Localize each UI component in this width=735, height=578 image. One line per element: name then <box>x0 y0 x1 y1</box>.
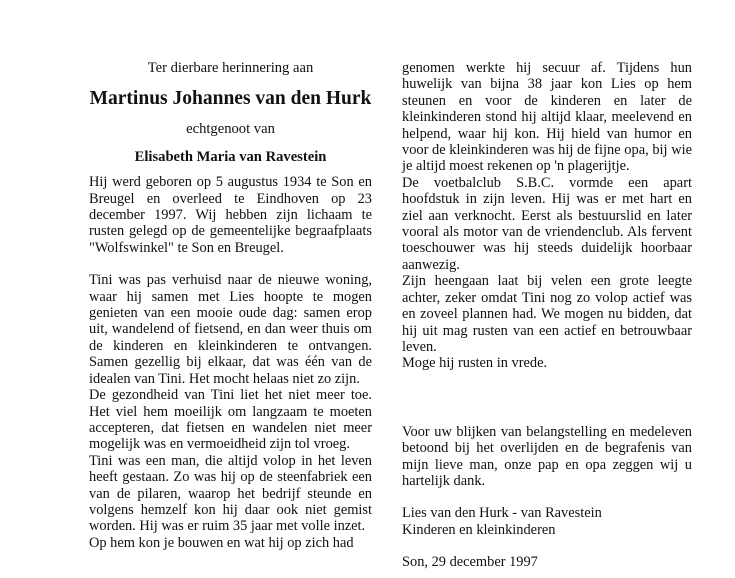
right-column <box>402 60 692 571</box>
paragraph-loss: Zijn heengaan laat bij velen een grote leegte achter, zeker omdat Tini nog zo volop actief was en zoveel plannen had. We mogen nu bidden, dat hij uit mag rusten van een actief en betrouwbaar leven. <box>402 273 692 355</box>
thanks-paragraph: Voor uw blijken van belangstelling en medeleven betoond bij het overlijden en de begrafenis van mijn lieve man, onze pap en opa zeggen wij u hartelijk dank. <box>402 423 692 489</box>
birth-death-paragraph: Hij werd geboren op 5 augustus 1934 te Son en Breugel en overleed te Eindhoven op 23 december 1997. Wij hebben zijn lichaam te rusten gelegd op de gemeentelijke begraafplaats "Wolfswinkel" te Son en Breugel. <box>89 174 372 256</box>
intro-line: Ter dierbare herinnering aan <box>147 60 314 76</box>
paragraph-health: De gezondheid van Tini liet het niet meer toe. Het viel hem moeilijk om langzaam te moeten accepteren, dat fietsen en wandelen niet meer mogelijk was en vermoeidheid zijn tol vroeg. <box>89 387 372 453</box>
left-column <box>89 60 372 551</box>
spouse-name: Elisabeth Maria van Ravestein <box>134 148 327 165</box>
signature-line-1: Lies van den Hurk - van Ravestein <box>402 505 602 522</box>
spouse-label: echtgenoot van <box>186 121 275 138</box>
place-date: Son, 29 december 1997 <box>402 554 538 571</box>
paragraph-rest: Moge hij rusten in vrede. <box>402 355 548 372</box>
paragraph-home: Tini was pas verhuisd naar de nieuwe woning, waar hij samen met Lies hoopte te mogen genieten van een mooie oude dag: samen erop uit, wandelend of fietsend, en dan weer thuis om de kinderen en kleinkinderen te ontvangen. Samen gezellig bij elkaar, dat was één van de idealen van Tini. Het mocht helaas niet zo zijn. <box>89 272 372 387</box>
paragraph-football: De voetbalclub S.B.C. vormde een apart hoofdstuk in zijn leven. Hij was er met hart en ziel aan verknocht. Eerst als bestuurslid en later vooral als motor van de vriendenclub. Als fervent toeschouwer was hij steeds duidelijk hoorbaar aanwezig. <box>402 174 692 273</box>
deceased-name: Martinus Johannes van den Hurk <box>89 88 372 110</box>
paragraph-work: Tini was een man, die altijd volop in het leven heeft gestaan. Zo was hij op de steenfabriek een van de pilaren, waarop het bedrijf steunde en volgens hemzelf kon hij daar ook niet gemist worden. Hij was er ruim 35 jaar met volle inzet. <box>89 452 372 535</box>
paragraph-continued: Op hem kon je bouwen en wat hij op zich had <box>89 534 354 551</box>
signature-line-2: Kinderen en kleinkinderen <box>402 521 556 538</box>
paragraph-marriage: genomen werkte hij secuur af. Tijdens hun huwelijk van bijna 38 jaar kon Lies op hem steunen en voor de kinderen en later de kleinkinderen stond hij altijd klaar, meelevend en helpend, waar hij kon. Hij hield van humor en voor de kleinkinderen was hij de fijne opa, bij wie je altijd moest rekenen op 'n plagerijtje. <box>402 60 692 175</box>
